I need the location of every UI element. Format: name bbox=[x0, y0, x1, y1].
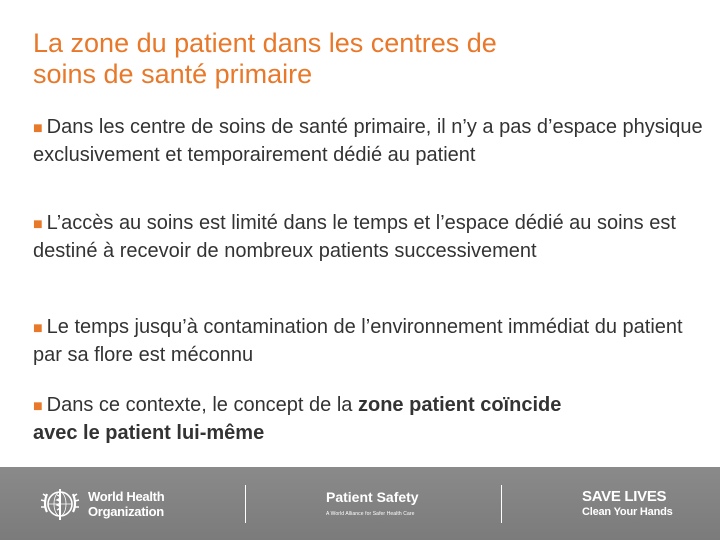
bullet-text: L’accès au soins est limité dans le temps et l’espace dédié au soins est destiné à recevoir de nombreux patients successivement bbox=[33, 212, 676, 262]
slide-title bbox=[33, 28, 693, 90]
bullet-marker-icon: ■ bbox=[33, 320, 43, 337]
bullet-text: Dans ce contexte, le concept de la bbox=[46, 394, 358, 416]
save-lives-title: SAVE LIVES bbox=[582, 488, 667, 505]
bullet-emphasis: avec le patient lui-même bbox=[33, 422, 265, 444]
bullet-text: Dans les centre de soins de santé primaire, il n’y a pas d’espace physique exclusivement et temporairement dédié au patient bbox=[33, 116, 703, 166]
who-wordmark bbox=[88, 489, 164, 519]
who-line-2: Organization bbox=[88, 504, 164, 519]
who-logo bbox=[38, 482, 218, 526]
bullet-item bbox=[33, 392, 561, 446]
footer-banner bbox=[0, 467, 720, 540]
save-lives-subtitle: Clean Your Hands bbox=[582, 506, 673, 518]
save-lives-logo bbox=[582, 488, 673, 519]
bullet-text: Le temps jusqu’à contamination de l’environnement immédiat du patient par sa flore est méconnu bbox=[33, 316, 683, 366]
title-line-1: La zone du patient dans les centres de bbox=[33, 28, 497, 58]
patient-safety-title: Patient Safety bbox=[326, 489, 419, 505]
footer-divider bbox=[245, 485, 246, 523]
patient-safety-subtitle: A World Alliance for Safer Health Care bbox=[326, 511, 415, 517]
patient-safety-logo bbox=[326, 489, 419, 518]
bullet-marker-icon: ■ bbox=[33, 398, 43, 415]
footer-divider bbox=[501, 485, 502, 523]
bullet-marker-icon: ■ bbox=[33, 120, 43, 137]
bullet-item bbox=[33, 314, 703, 368]
bullet-marker-icon: ■ bbox=[33, 216, 43, 233]
who-emblem-icon bbox=[38, 482, 82, 526]
bullet-item bbox=[33, 114, 703, 168]
bullet-item bbox=[33, 210, 703, 264]
bullet-emphasis: zone patient coïncide bbox=[357, 394, 562, 416]
who-line-1: World Health bbox=[88, 489, 165, 504]
title-line-2: soins de santé primaire bbox=[33, 59, 313, 89]
